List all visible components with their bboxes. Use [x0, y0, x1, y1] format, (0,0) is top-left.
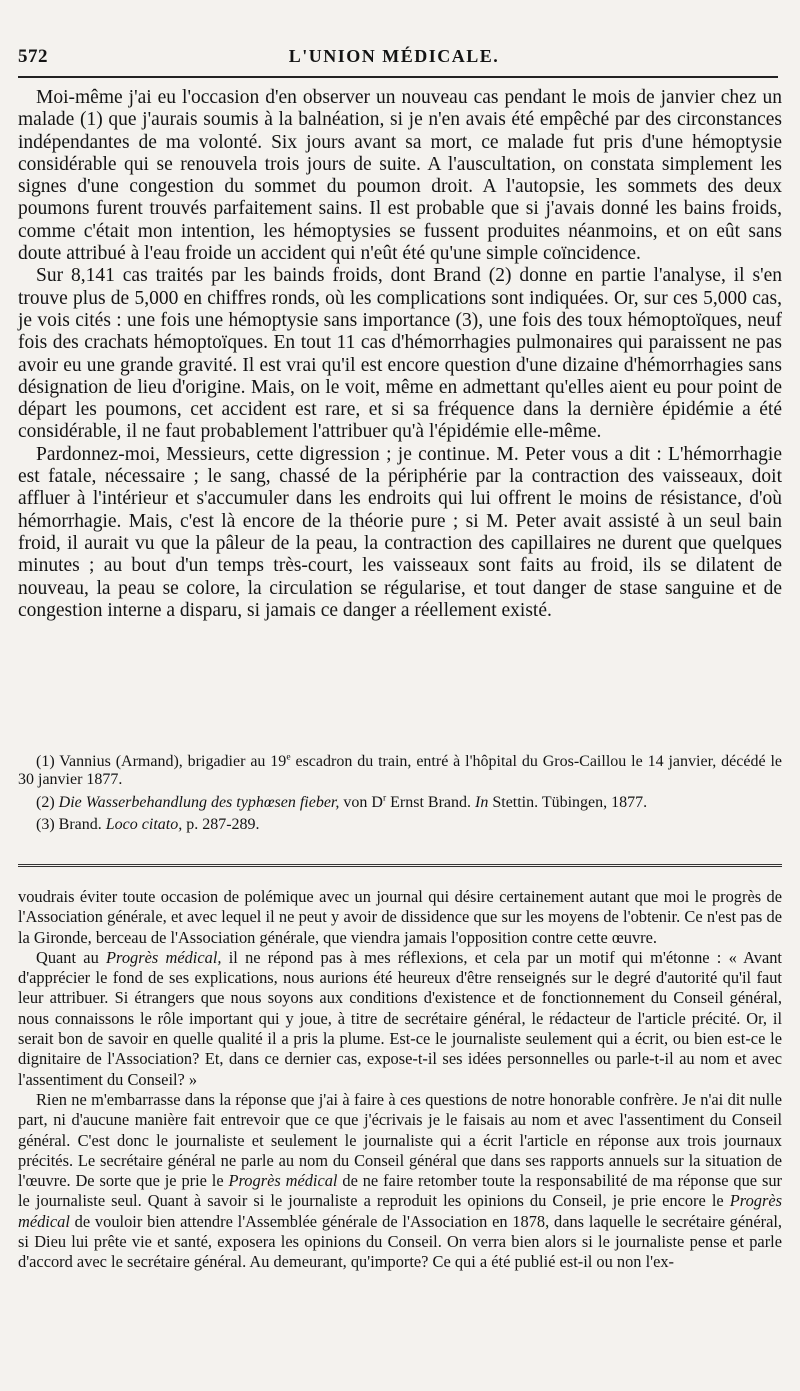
paragraph-response: Rien ne m'embarrasse dans la réponse que j'ai à faire à ces questions de notre honorable confrère. Je n'ai dit nulle part, ni d'aucune manière fait entrevoir que ce que j'écrivais je le faisais au nom et avec l'assentiment du Conseil général. C'est donc le journaliste et seulement le journaliste qui a écrit l'article en réponse aux trois journaux précités. Le secrétaire général ne parle au nom du Conseil général que dans ses rapports annuels sur la situation de l'œuvre. De sorte que je prie le Progrès médical de ne faire retomber toute la responsabilité de ma réponse que sur le journaliste seul. Quant à savoir si le journaliste a reproduit les opinions du Conseil, je prie encore le Progrès médical de vouloir bien attendre l'Assemblée générale de l'Association en 1878, dans laquelle le secrétaire général, si Dieu lui prête vie et santé, exposera les opinions du Conseil. On verra bien alors si le journaliste pense et parle d'accord avec le secrétaire général. Au demeurant, qu'importe? Ce qui a été publié est-il ou non l'ex- — [18, 1089, 782, 1272]
paragraph-progres-medical-quote: Quant au Progrès médical, il ne répond pas à mes réflexions, et cela par un motif qui m'étonne : « Avant d'apprécier le fond de ses explications, nous aurions été heureux d'être renseignés sur le degré d'autorité qu'il faut leur attribuer. Si étrangers que nous soyons aux conditions d'existence et de fonctionnement du Conseil général, nous connaissons le rôle important qui y joue, à titre de secrétaire général, le rédacteur de l'article précité. Or, il serait bon de savoir en quelle qualité il a pris la plume. Est-ce le journaliste seulement qui a écrit, ou bien est-ce le dignitaire de l'Association? Et, dans ce dernier cas, expose-t-il ses idées personnelles ou parle-t-il au nom et avec l'assentiment du Conseil? » — [18, 947, 782, 1089]
footnote-2: (2) Die Wasserbehandlung des typhœsen fieber, von $D^r$ Ernst Brand. In Stettin. Tübingen, 1877. — [36, 792, 648, 811]
header-rule — [18, 76, 778, 78]
lower-feuilleton-text — [18, 887, 782, 1273]
paragraph-hemoptysis-case: Moi-même j'ai eu l'occasion d'en observer un nouveau cas pendant le mois de janvier chez un malade (1) que j'aurais soumis à la balnéation, si je n'en avais été empêché par des circonstances indépendantes de ma volonté. Six jours avant sa mort, ce malade fut pris d'une hémoptysie considérable qui se renouvela trois jours de suite. A l'auscultation, on constata simplement les signes d'une congestion du sommet du poumon droit. A l'autopsie, les sommets des deux poumons furent trouvés parfaitement sains. Il est probable que si j'avais donné les bains froids, comme c'était mon intention, les hémoptysies se fussent produites néanmoins, et on eût sans doute attribué à l'eau froide un accident qui n'eût été qu'une simple coïncidence. — [18, 87, 782, 265]
upper-article-text — [18, 87, 782, 622]
paragraph-brand-statistics: Sur 8,141 cas traités par les bainds froids, dont Brand (2) donne en partie l'analyse, il s'en trouve plus de 5,000 en chiffres ronds, où les complications sont indiquées. Or, sur ces 5,000 cas, je vois cités : une fois une hémoptysie sans importance (3), une fois des toux hémoptoïques, neuf fois des crachats hémoptoïques. En tout 11 cas d'hémorrhagies pulmonaires qui paraissent ne pas avoir eu une grande gravité. Il est vrai qu'il est encore question d'une dizaine d'hémorrhagies sans désignation de lieu d'origine. Mais, on le voit, même en admettant qu'elles aient eu pour point de départ les poumons, cet accident est rare, et si sa fréquence dans la dernière épidémie a été considérable, il ne faut probablement l'attribuer qu'à l'épidémie elle-même. — [18, 265, 782, 443]
paragraph-peter-response: Pardonnez-moi, Messieurs, cette digression ; je continue. M. Peter vous a dit : L'hémorrhagie est fatale, nécessaire ; le sang, chassé de la périphérie par la contraction des vaisseaux, doit affluer à l'intérieur et s'accumuler dans les endroits qui lui offrent le moins de résistance, d'où hémorrhagie. Mais, c'est là encore de la théorie pure ; si M. Peter avait assisté à un seul bain froid, il aurait vu que la pâleur de la peau, la contraction des capillaires ne durent que quelques minutes ; au bout d'un temps très-court, les vaisseaux sont faits au froid, ils se dilatent de nouveau, la peau se colore, la circulation se régularise, et tout danger de stase sanguine et de congestion interne a disparu, si jamais ce danger a réellement existé. — [18, 443, 782, 621]
page-number: 572 — [18, 46, 48, 67]
footnotes — [18, 753, 782, 838]
paragraph-polemic: voudrais éviter toute occasion de polémique avec un journal qui désire certainement autant que moi le progrès de l'Association générale, et avec lequel il ne peut y avoir de dissidence que sur les moyens de l'obtenir. Ce n'est pas de la Gironde, berceau de l'Association générale, que viendra jamais l'opposition contre cette œuvre. — [18, 887, 782, 947]
section-divider — [18, 864, 782, 869]
journal-title: L'UNION MÉDICALE. — [288, 46, 500, 66]
page-header — [18, 44, 770, 84]
footnote-3: (3) Brand. Loco citato, p. 287-289. — [36, 815, 260, 833]
footnote-1: (1) Vannius (Armand), brigadier au 19e escadron du train, entré à l'hôpital du Gros-Caillou le 14 janvier, décédé le 30 janvier 1877. — [18, 751, 782, 789]
